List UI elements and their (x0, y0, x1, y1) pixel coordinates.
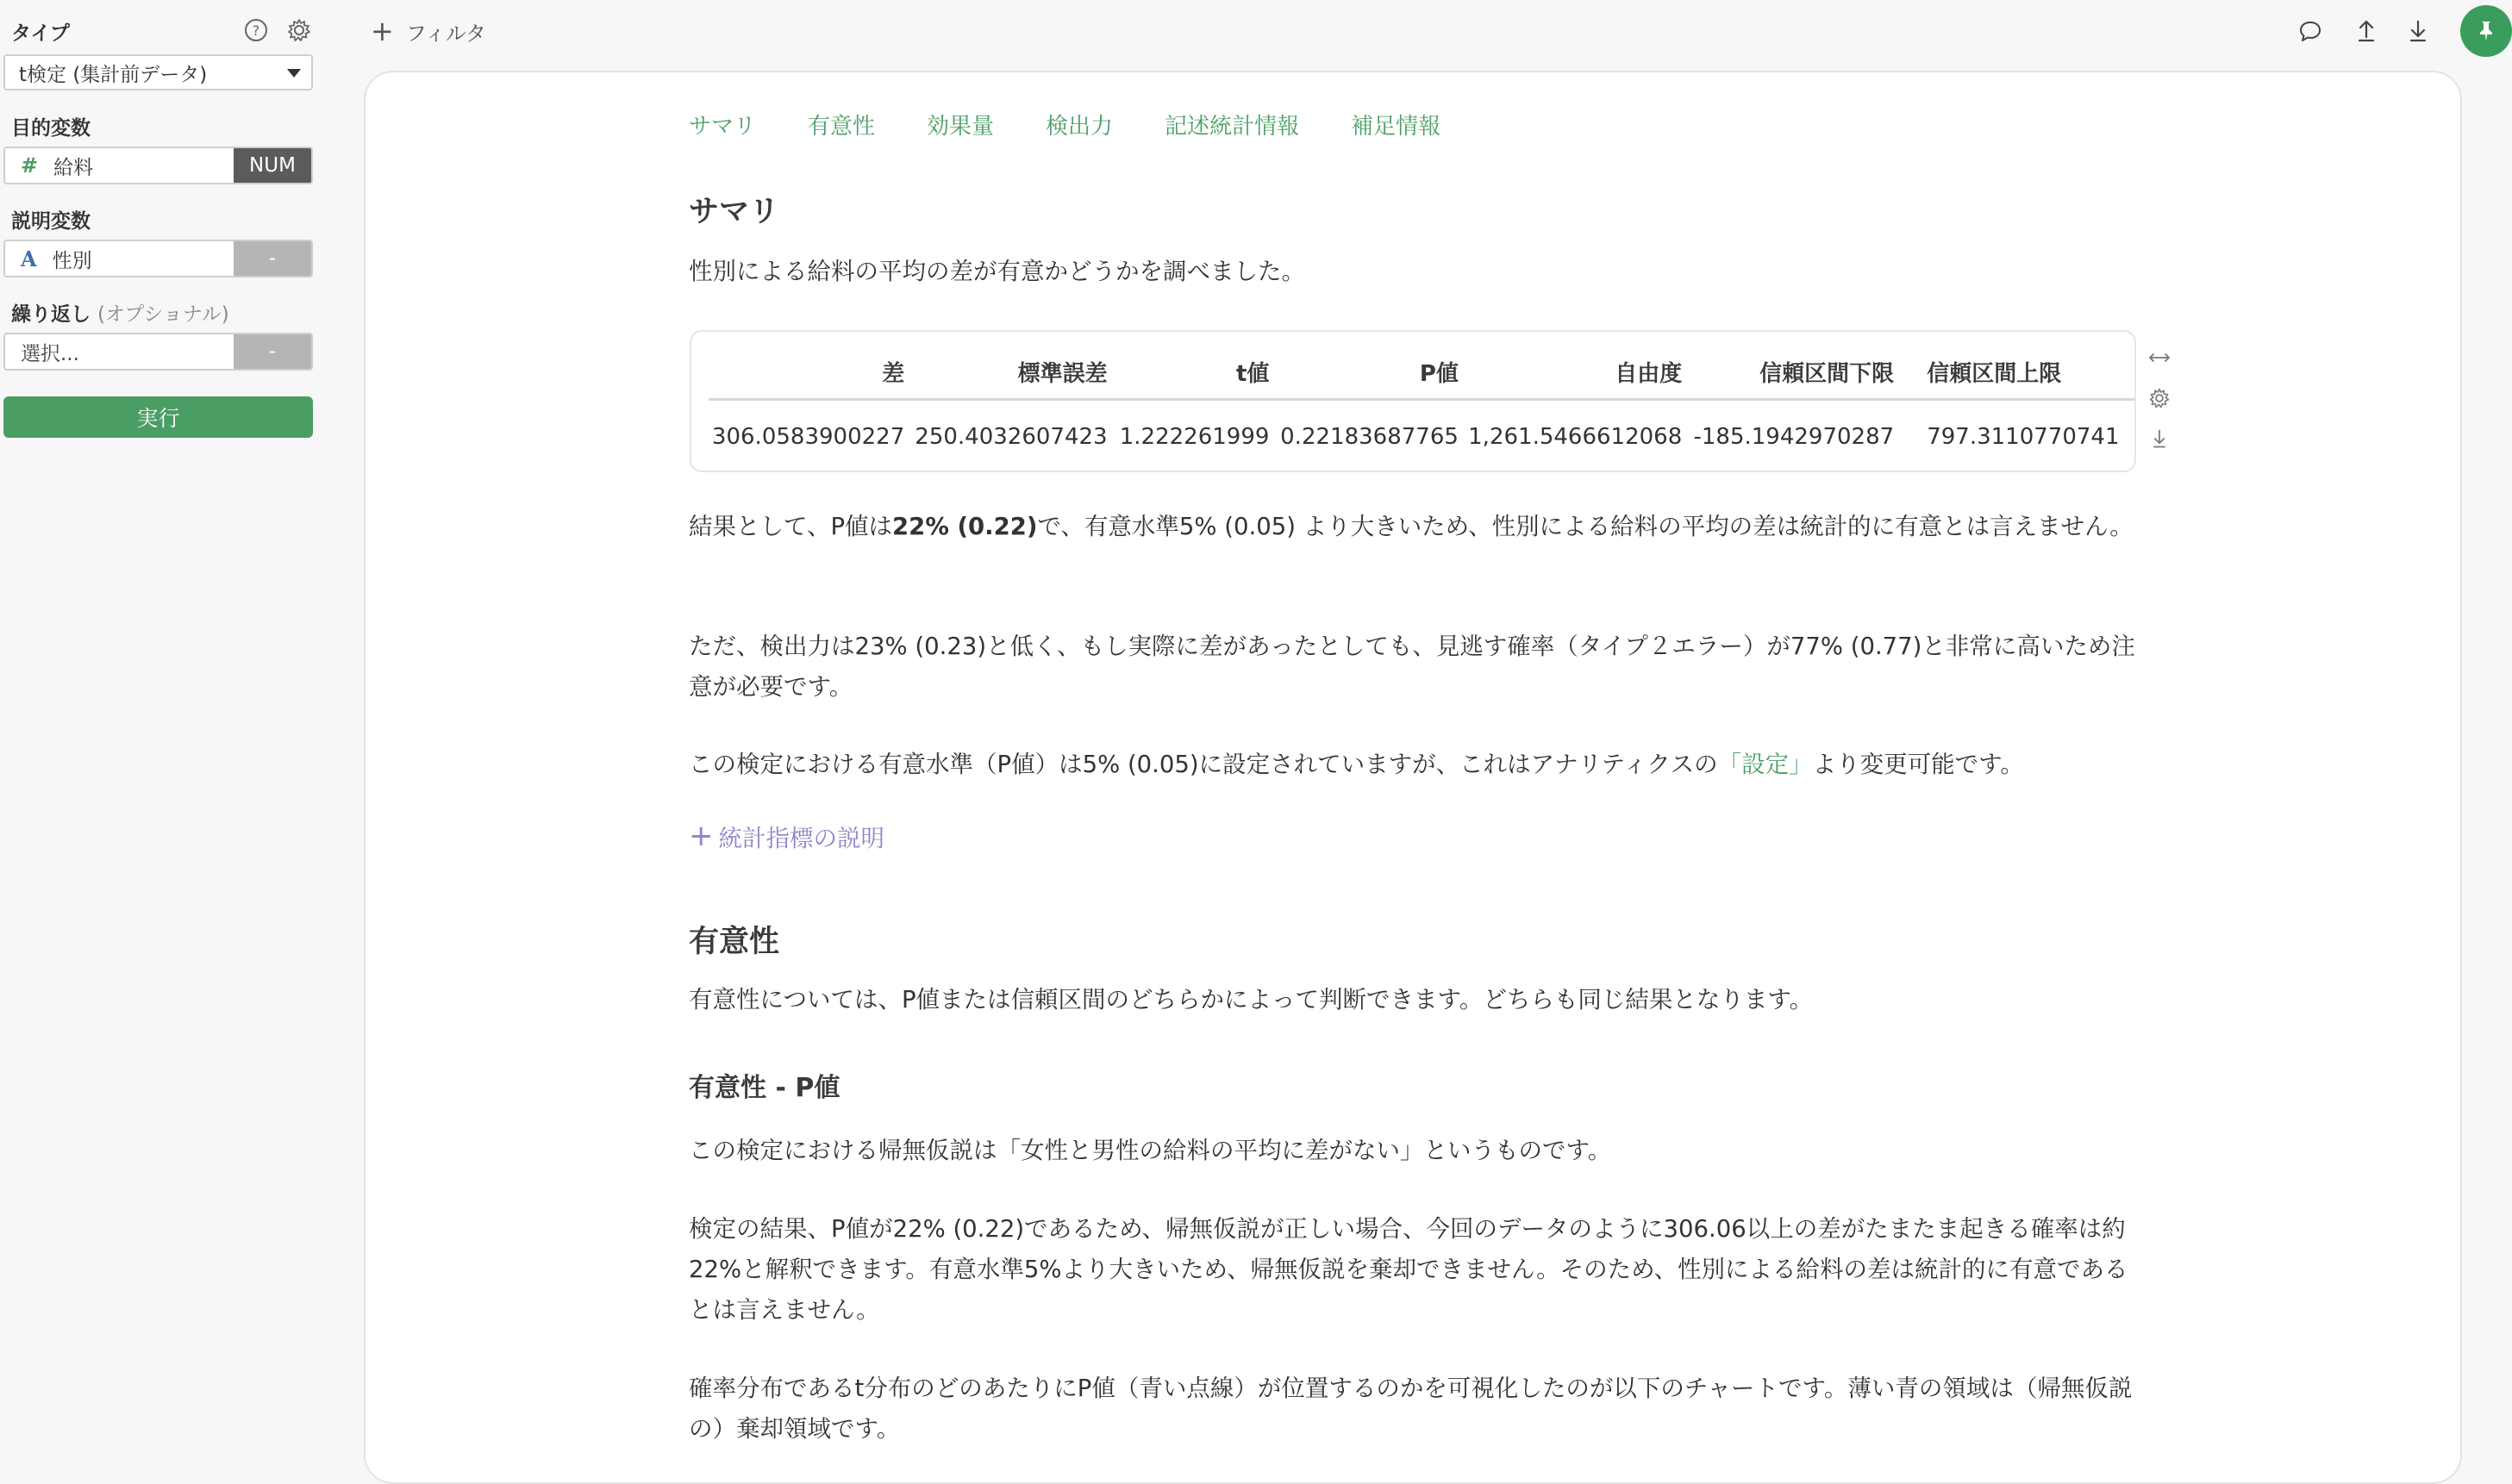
gear-icon[interactable] (284, 16, 314, 45)
number-type-icon: # (21, 153, 39, 178)
result-text-pre: 結果として、P値は (689, 513, 893, 540)
target-variable-label: 目的変数 (11, 117, 91, 140)
explanatory-type-badge[interactable]: - (234, 241, 311, 276)
pin-icon (2473, 18, 2499, 44)
chart-description-text: 確率分布であるt分布のどのあたりにP値（青い点線）が位置するのかを可視化したのが以下のチャートです。薄い青の領域は（帰無仮説の）棄却領域です。 (689, 1375, 2133, 1443)
tab-significance[interactable]: 有意性 (808, 114, 876, 140)
table-cell: 250.4032607423 (915, 423, 1108, 450)
filter-button[interactable] (371, 16, 486, 47)
help-icon[interactable] (241, 16, 271, 45)
pvalue-subtitle: 有意性 - P値 (689, 1073, 840, 1103)
tab-summary[interactable]: サマリ (689, 114, 757, 140)
target-variable-field[interactable] (3, 147, 313, 184)
significance-title: 有意性 (689, 925, 780, 959)
repeat-label (11, 298, 229, 327)
result-text-bold: 22% (0.22) (892, 513, 1038, 540)
settings-link[interactable]: 「設定」 (1717, 751, 1813, 778)
stats-explanation-toggle[interactable] (689, 819, 884, 853)
repeat-type-badge[interactable]: - (234, 334, 311, 369)
table-header: P値 (1269, 332, 1459, 399)
chevron-down-icon (287, 69, 301, 78)
table-header-row (709, 332, 2134, 399)
tab-power[interactable]: 検出力 (1046, 114, 1114, 140)
summary-title: サマリ (689, 195, 780, 229)
section-tabs (689, 109, 1440, 140)
repeat-label-text: 繰り返し (11, 303, 91, 326)
explanatory-variable-label: 説明変数 (11, 210, 91, 233)
gear-icon[interactable] (2146, 385, 2172, 411)
explanatory-variable-value: 性別 (52, 249, 92, 272)
upload-icon[interactable] (2353, 17, 2380, 45)
setting-text-post: より変更可能です。 (1812, 751, 2024, 778)
filter-label: フィルタ (405, 21, 486, 46)
sidebar (0, 0, 319, 1474)
setting-text-pre: この検定における有意水準（P値）は5% (0.05)に設定されていますが、これはアナリティクスの (689, 751, 1718, 778)
tab-effect-size[interactable]: 効果量 (927, 114, 995, 140)
summary-setting-text (689, 745, 2146, 785)
plus-icon: + (689, 819, 714, 853)
plus-icon: + (371, 15, 394, 47)
table-header: 自由度 (1459, 332, 1682, 399)
summary-result-text (689, 507, 2146, 547)
target-type-badge: NUM (234, 148, 311, 183)
table-cell: 1.222261999 (1119, 423, 1270, 450)
explanatory-variable-field[interactable] (3, 240, 313, 277)
table-cell: -185.1942970287 (1693, 423, 1895, 450)
download-icon[interactable] (2404, 17, 2432, 45)
download-icon[interactable] (2146, 426, 2172, 452)
svg-text:?: ? (252, 22, 260, 39)
table-cell: 797.3110770741 (1927, 423, 2120, 450)
table-cell: 0.22183687765 (1280, 423, 1459, 450)
table-header: t値 (1108, 332, 1270, 399)
pin-button[interactable] (2460, 5, 2512, 57)
stats-explanation-label: 統計指標の説明 (718, 825, 884, 852)
results-table-card (690, 330, 2136, 472)
table-header: 信頼区間下限 (1682, 332, 1894, 399)
significance-result-text: 検定の結果、P値が22% (0.22)であるため、帰無仮説が正しい場合、今回のデータのように306.06以上の差がたまたま起きる確率は約22%と解釈できます。有意水準5%より大きいため、帰無仮説を棄却できません。そのため、性別による給料の差は統計的に有意であるとは言えません。 (689, 1215, 2128, 1324)
type-select[interactable] (3, 54, 313, 90)
null-hypothesis-text: この検定における帰無仮説は「女性と男性の給料の平均に差がない」というものです。 (689, 1137, 1612, 1164)
table-header: 差 (709, 332, 904, 399)
significance-intro: 有意性については、P値または信頼区間のどちらかによって判断できます。どちらも同じ結果となります。 (689, 986, 1814, 1013)
table-header: 標準誤差 (904, 332, 1107, 399)
tab-descriptive-stats[interactable]: 記述統計情報 (1165, 114, 1300, 140)
table-cell: 1,261.5466612068 (1468, 423, 1683, 450)
table-header: 信頼区間上限 (1894, 332, 2134, 399)
summary-power-text: ただ、検出力は23% (0.23)と低く、もし実際に差があったとしても、見逃す確率（タイプ２エラー）が77% (0.77)と非常に高いため注意が必要です。 (689, 633, 2135, 701)
expand-horizontal-icon[interactable] (2146, 345, 2172, 371)
type-select-value: t検定 (集計前データ) (19, 63, 208, 86)
result-text-post: で、有意水準5% (0.05) より大きいため、性別による給料の平均の差は統計的に有意とは言えません。 (1037, 513, 2134, 540)
table-cell: 306.0583900227 (711, 423, 905, 450)
target-variable-value: 給料 (53, 156, 94, 179)
type-label: タイプ (11, 22, 70, 45)
repeat-placeholder: 選択... (21, 342, 79, 365)
tab-supplementary[interactable]: 補足情報 (1351, 114, 1441, 140)
summary-intro: 性別による給料の平均の差が有意かどうかを調べました。 (689, 258, 1305, 285)
comment-icon[interactable] (2296, 17, 2324, 45)
table-row (709, 399, 2134, 470)
repeat-field[interactable] (3, 333, 313, 371)
run-button[interactable]: 実行 (3, 396, 313, 438)
results-table (709, 332, 2134, 470)
repeat-optional-text: (オプショナル) (97, 303, 229, 326)
text-type-icon: A (21, 246, 37, 271)
